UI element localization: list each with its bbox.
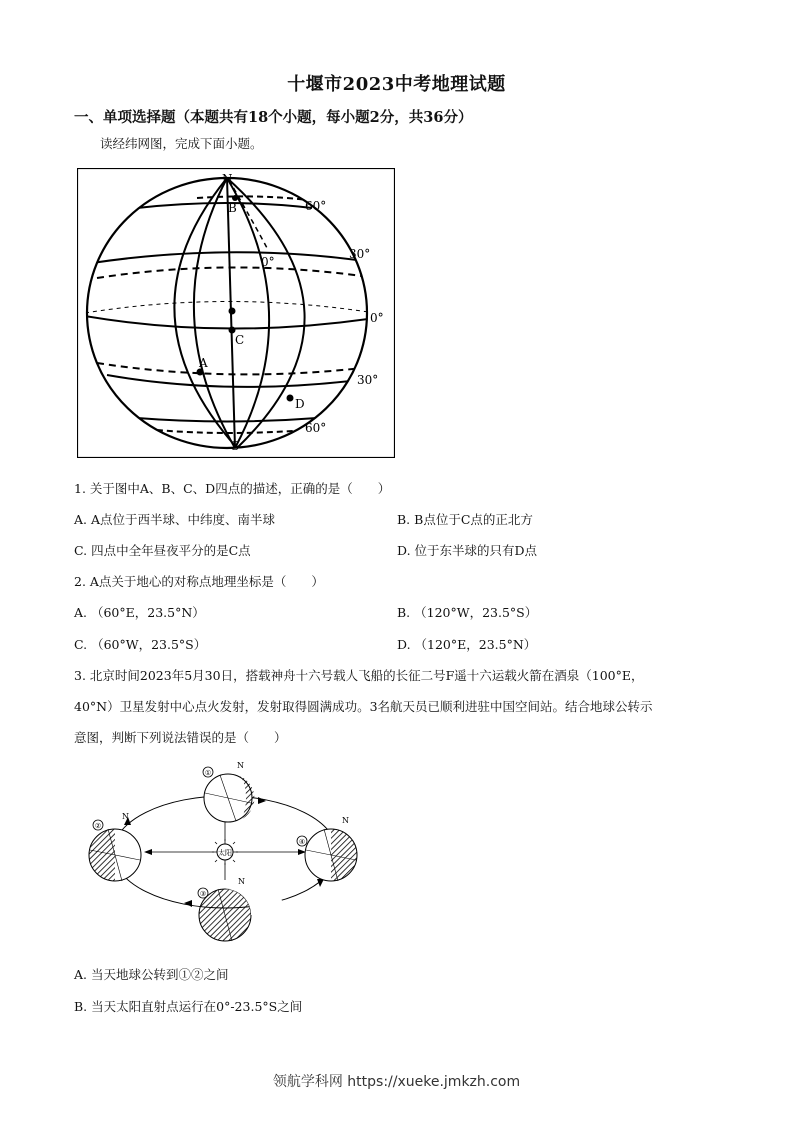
q1-option-b[interactable]: B. B点位于C点的正北方 [397, 512, 533, 527]
question-2-stem: 2. A点关于地心的对称点地理坐标是（ ） [74, 574, 324, 589]
svg-text:N: N [237, 761, 244, 770]
reading-instruction: 读经纬网图，完成下面小题。 [100, 136, 263, 151]
earth-left [89, 812, 141, 881]
label-60s: 60° [305, 421, 327, 435]
footer-watermark: 领航学科网 https://xueke.jmkzh.com [272, 1074, 521, 1090]
q2-option-b[interactable]: B. （120°W，23.5°S） [397, 605, 538, 620]
label-c: C [235, 333, 245, 347]
label-s: S [231, 439, 240, 453]
q1-option-d[interactable]: D. 位于东半球的只有D点 [397, 543, 538, 558]
svg-text:N: N [342, 816, 349, 825]
earth-right [297, 816, 357, 881]
svg-text:③: ③ [199, 890, 207, 898]
svg-text:N: N [238, 877, 245, 886]
svg-text:①: ① [204, 769, 212, 777]
point-north-equator [229, 308, 236, 315]
sun-label: 太阳 [218, 849, 232, 857]
q1-option-c[interactable]: C. 四点中全年昼夜平分的是C点 [74, 543, 251, 558]
page-title: 十堰市2023中考地理试题 [287, 74, 506, 95]
label-n: N [222, 172, 233, 186]
question-3-line-2: 40°N）卫星发射中心点火发射，发射取得圆满成功。3名航天员已顺利进驻中国空间站。结合地球公转示 [74, 699, 653, 714]
q1-option-a[interactable]: A. A点位于西半球、中纬度、南半球 [74, 512, 276, 527]
question-3-line-1: 3. 北京时间2023年5月30日，搭载神舟十六号载人飞船的长征二号F遥十六运载火箭在酒泉（100°E， [74, 668, 644, 683]
svg-text:N: N [122, 812, 129, 821]
label-30n: 30° [349, 247, 371, 261]
svg-text:④: ④ [298, 838, 306, 846]
q3-option-a[interactable]: A. 当天地球公转到①②之间 [74, 967, 229, 982]
earth-revolution-figure [80, 755, 370, 950]
label-a: A [199, 356, 208, 370]
earth-top [203, 761, 254, 822]
question-3-line-3: 意图，判断下列说法错误的是（ ） [74, 730, 287, 745]
svg-text:②: ② [94, 822, 102, 830]
label-30s: 30° [357, 373, 379, 387]
point-d [287, 395, 294, 402]
earth-bottom [198, 877, 282, 941]
section-heading: 一、单项选择题（本题共有18个小题，每小题2分，共36分） [74, 109, 473, 126]
label-d: D [295, 397, 305, 411]
q3-option-b[interactable]: B. 当天太阳直射点运行在0°-23.5°S之间 [74, 999, 303, 1014]
label-lon0: 0° [261, 255, 275, 269]
q2-option-a[interactable]: A. （60°E，23.5°N） [74, 605, 205, 620]
label-b: B [228, 201, 237, 215]
graticule-figure [77, 168, 395, 458]
q2-option-c[interactable]: C. （60°W，23.5°S） [74, 637, 207, 652]
label-60n: 60° [305, 199, 327, 213]
question-1-stem: 1. 关于图中A、B、C、D四点的描述，正确的是（ ） [74, 481, 391, 496]
label-equator: 0° [370, 311, 384, 325]
q2-option-d[interactable]: D. （120°E，23.5°N） [397, 637, 537, 652]
